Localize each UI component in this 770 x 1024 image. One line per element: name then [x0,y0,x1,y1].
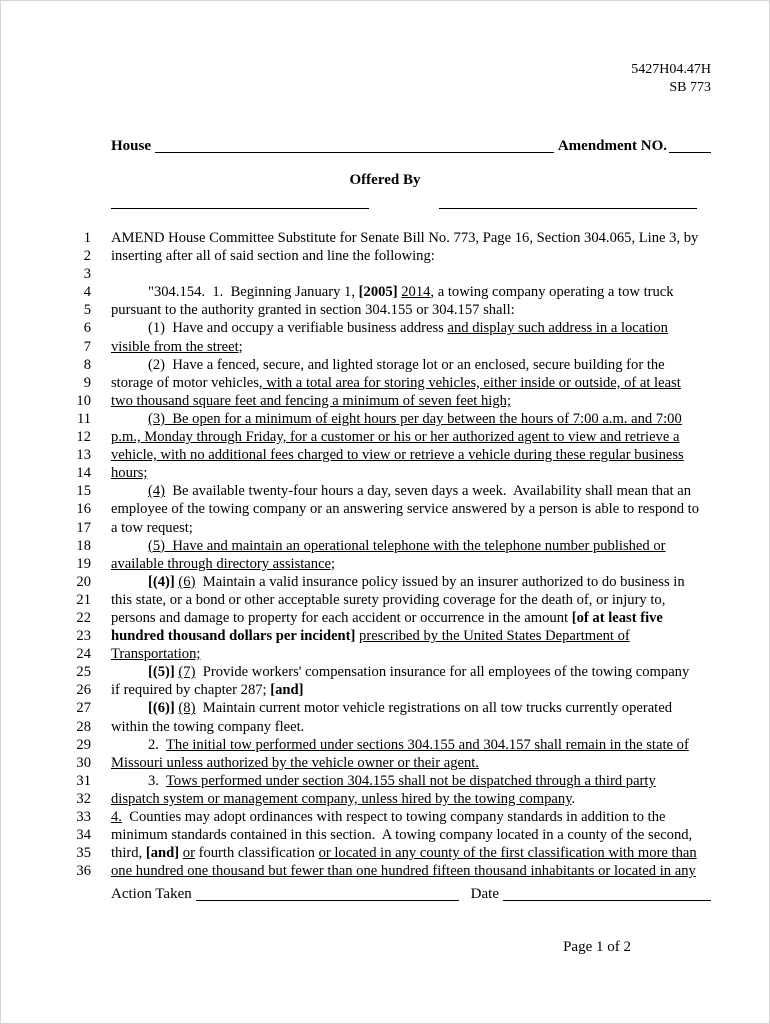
line-text: 3. Tows performed under section 304.155 shall not be dispatched through a third party [148,772,656,789]
document-line [1,519,729,537]
date-label: Date [470,886,499,902]
line-text: [(5)] (7) Provide workers' compensation insurance for all employees of the towing company [148,664,690,681]
line-number: 31 [76,772,91,789]
line-number: 5 [83,302,91,319]
document-header [631,61,711,97]
document-line [1,247,729,265]
document-line [1,392,729,410]
document-line [1,591,729,609]
document-line [1,699,729,717]
line-number: 7 [83,338,91,355]
house-amendment-row [111,137,711,155]
line-number: 6 [83,320,91,337]
signature-blank-left [111,196,369,209]
line-text: p.m., Monday through Friday, for a customer or his or her authorized agent to view and retrieve a [111,429,680,446]
line-text: available through directory assistance; [111,555,336,572]
house-blank-line [155,140,554,153]
document-line [1,265,729,283]
line-number: 1 [83,230,91,246]
document-line [1,772,729,790]
document-line [1,446,729,464]
line-text: storage of motor vehicles, with a total area for storing vehicles, either inside or outside, of at least [111,374,681,391]
line-number: 14 [76,465,91,482]
document-line [1,482,729,500]
document-line [1,374,729,392]
line-number: 9 [83,374,91,391]
document-line [1,229,729,247]
line-number: 12 [76,429,91,446]
line-number: 17 [76,519,91,536]
line-number: 11 [76,410,91,427]
line-text: inserting after all of said section and line the following: [111,248,435,265]
line-number: 36 [76,863,91,880]
line-text: (4) Be available twenty-four hours a day, seven days a week. Availability shall mean that an [148,483,692,500]
line-number: 24 [76,646,91,663]
document-line [1,500,729,518]
line-number: 10 [76,392,91,409]
amendment-text [1,229,729,880]
line-number: 16 [76,501,91,518]
amendment-no-blank-line [669,140,711,153]
line-text: vehicle, with no additional fees charged to view or retrieve a vehicle during these regular business [111,447,684,464]
document-line [1,609,729,627]
document-line [1,808,729,826]
line-number: 25 [76,664,91,681]
line-number: 20 [76,573,91,590]
offered-by-label: Offered By [349,172,421,188]
line-text: visible from the street; [111,338,243,355]
line-text: persons and damage to property for each accident or occurrence in the amount [of at least five [111,609,663,626]
line-text: one hundred one thousand but fewer than one hundred fifteen thousand inhabitants or located in any [111,863,696,880]
line-text: dispatch system or management company, unless hired by the towing company. [111,790,576,807]
document-line [1,319,729,337]
line-text: [(6)] (8) Maintain current motor vehicle registrations on all tow trucks currently operated [148,700,673,717]
line-number: 21 [76,591,91,608]
line-number: 34 [76,827,91,844]
action-taken-row [111,885,711,903]
line-number: 28 [76,718,91,735]
line-text: Transportation; [111,646,201,663]
line-text: (2) Have a fenced, secure, and lighted storage lot or an enclosed, secure building for the [148,356,665,373]
line-number: 8 [83,356,91,373]
line-number: 13 [76,447,91,464]
line-number: 35 [76,845,91,862]
document-line [1,790,729,808]
line-text: (5) Have and maintain an operational telephone with the telephone number published or [148,537,666,554]
line-text: [(4)] (6) Maintain a valid insurance policy issued by an insurer authorized to do business in [148,573,685,590]
document-line [1,826,729,844]
line-text: 2. The initial tow performed under sections 304.155 and 304.157 shall remain in the state of [148,736,689,753]
line-number: 4 [83,284,91,301]
document-line [1,736,729,754]
document-line [1,844,729,862]
line-text: minimum standards contained in this section. A towing company located in a county of the second, [111,827,693,844]
line-number: 26 [76,682,91,699]
document-line [1,356,729,374]
action-taken-label: Action Taken [111,886,192,902]
line-text: employee of the towing company or an answering service answered by a person is able to respond to [111,501,700,518]
line-text: within the towing company fleet. [111,718,305,735]
line-text: AMEND House Committee Substitute for Senate Bill No. 773, Page 16, Section 304.065, Line 3, by [111,230,699,246]
date-blank-line [503,888,711,901]
line-text: hours; [111,465,148,482]
document-line [1,573,729,591]
line-text: 4. Counties may adopt ordinances with respect to towing company standards in addition to the [111,809,666,825]
line-number: 18 [76,537,91,554]
document-line [1,627,729,645]
line-number: 27 [76,700,91,717]
document-line [1,555,729,573]
document-line [1,537,729,555]
bill-number: SB 773 [669,80,711,95]
signature-row [111,196,697,209]
document-line [1,754,729,772]
document-line [1,645,729,663]
line-number: 22 [76,609,91,626]
line-text: (3) Be open for a minimum of eight hours per day between the hours of 7:00 a.m. and 7:00 [148,410,682,427]
line-number: 30 [76,754,91,771]
line-number: 33 [76,809,91,825]
house-label: House [111,138,152,154]
line-number: 15 [76,483,91,500]
line-number: 23 [76,628,91,645]
document-line [1,283,729,301]
line-text: if required by chapter 287; [and] [111,682,304,699]
line-number: 3 [83,266,91,283]
document-line [1,862,729,880]
document-line [1,410,729,428]
signature-blank-right [439,196,697,209]
document-line [1,464,729,482]
line-text: two thousand square feet and fencing a minimum of seven feet high; [111,392,511,409]
page-number: Page 1 of 2 [563,939,631,955]
line-text: (1) Have and occupy a verifiable business address and display such address in a location [148,320,668,337]
document-line [1,428,729,446]
line-number: 2 [83,248,91,265]
line-text: this state, or a bond or other acceptable surety providing coverage for the death of, or injury to, [111,591,666,608]
document-line [1,681,729,699]
line-text: hundred thousand dollars per incident] prescribed by the United States Department of [111,628,630,645]
document-line [1,718,729,736]
document-line [1,301,729,319]
line-text: "304.154. 1. Beginning January 1, [2005] 2014, a towing company operating a tow truck [148,284,674,301]
line-number: 32 [76,790,91,807]
line-text: pursuant to the authority granted in section 304.155 or 304.157 shall: [111,302,515,319]
document-line [1,663,729,681]
amendment-no-label: Amendment NO. [557,138,667,154]
line-number: 29 [76,736,91,753]
line-text: Missouri unless authorized by the vehicle owner or their agent. [111,754,479,771]
document-line [1,338,729,356]
line-text: third, [and] or fourth classification or located in any county of the first classification with more than [111,845,697,862]
line-number: 19 [76,555,91,572]
line-text: a tow request; [111,519,193,536]
action-taken-blank-line [196,888,459,901]
line-text [111,265,729,283]
document-number: 5427H04.47H [631,62,711,77]
